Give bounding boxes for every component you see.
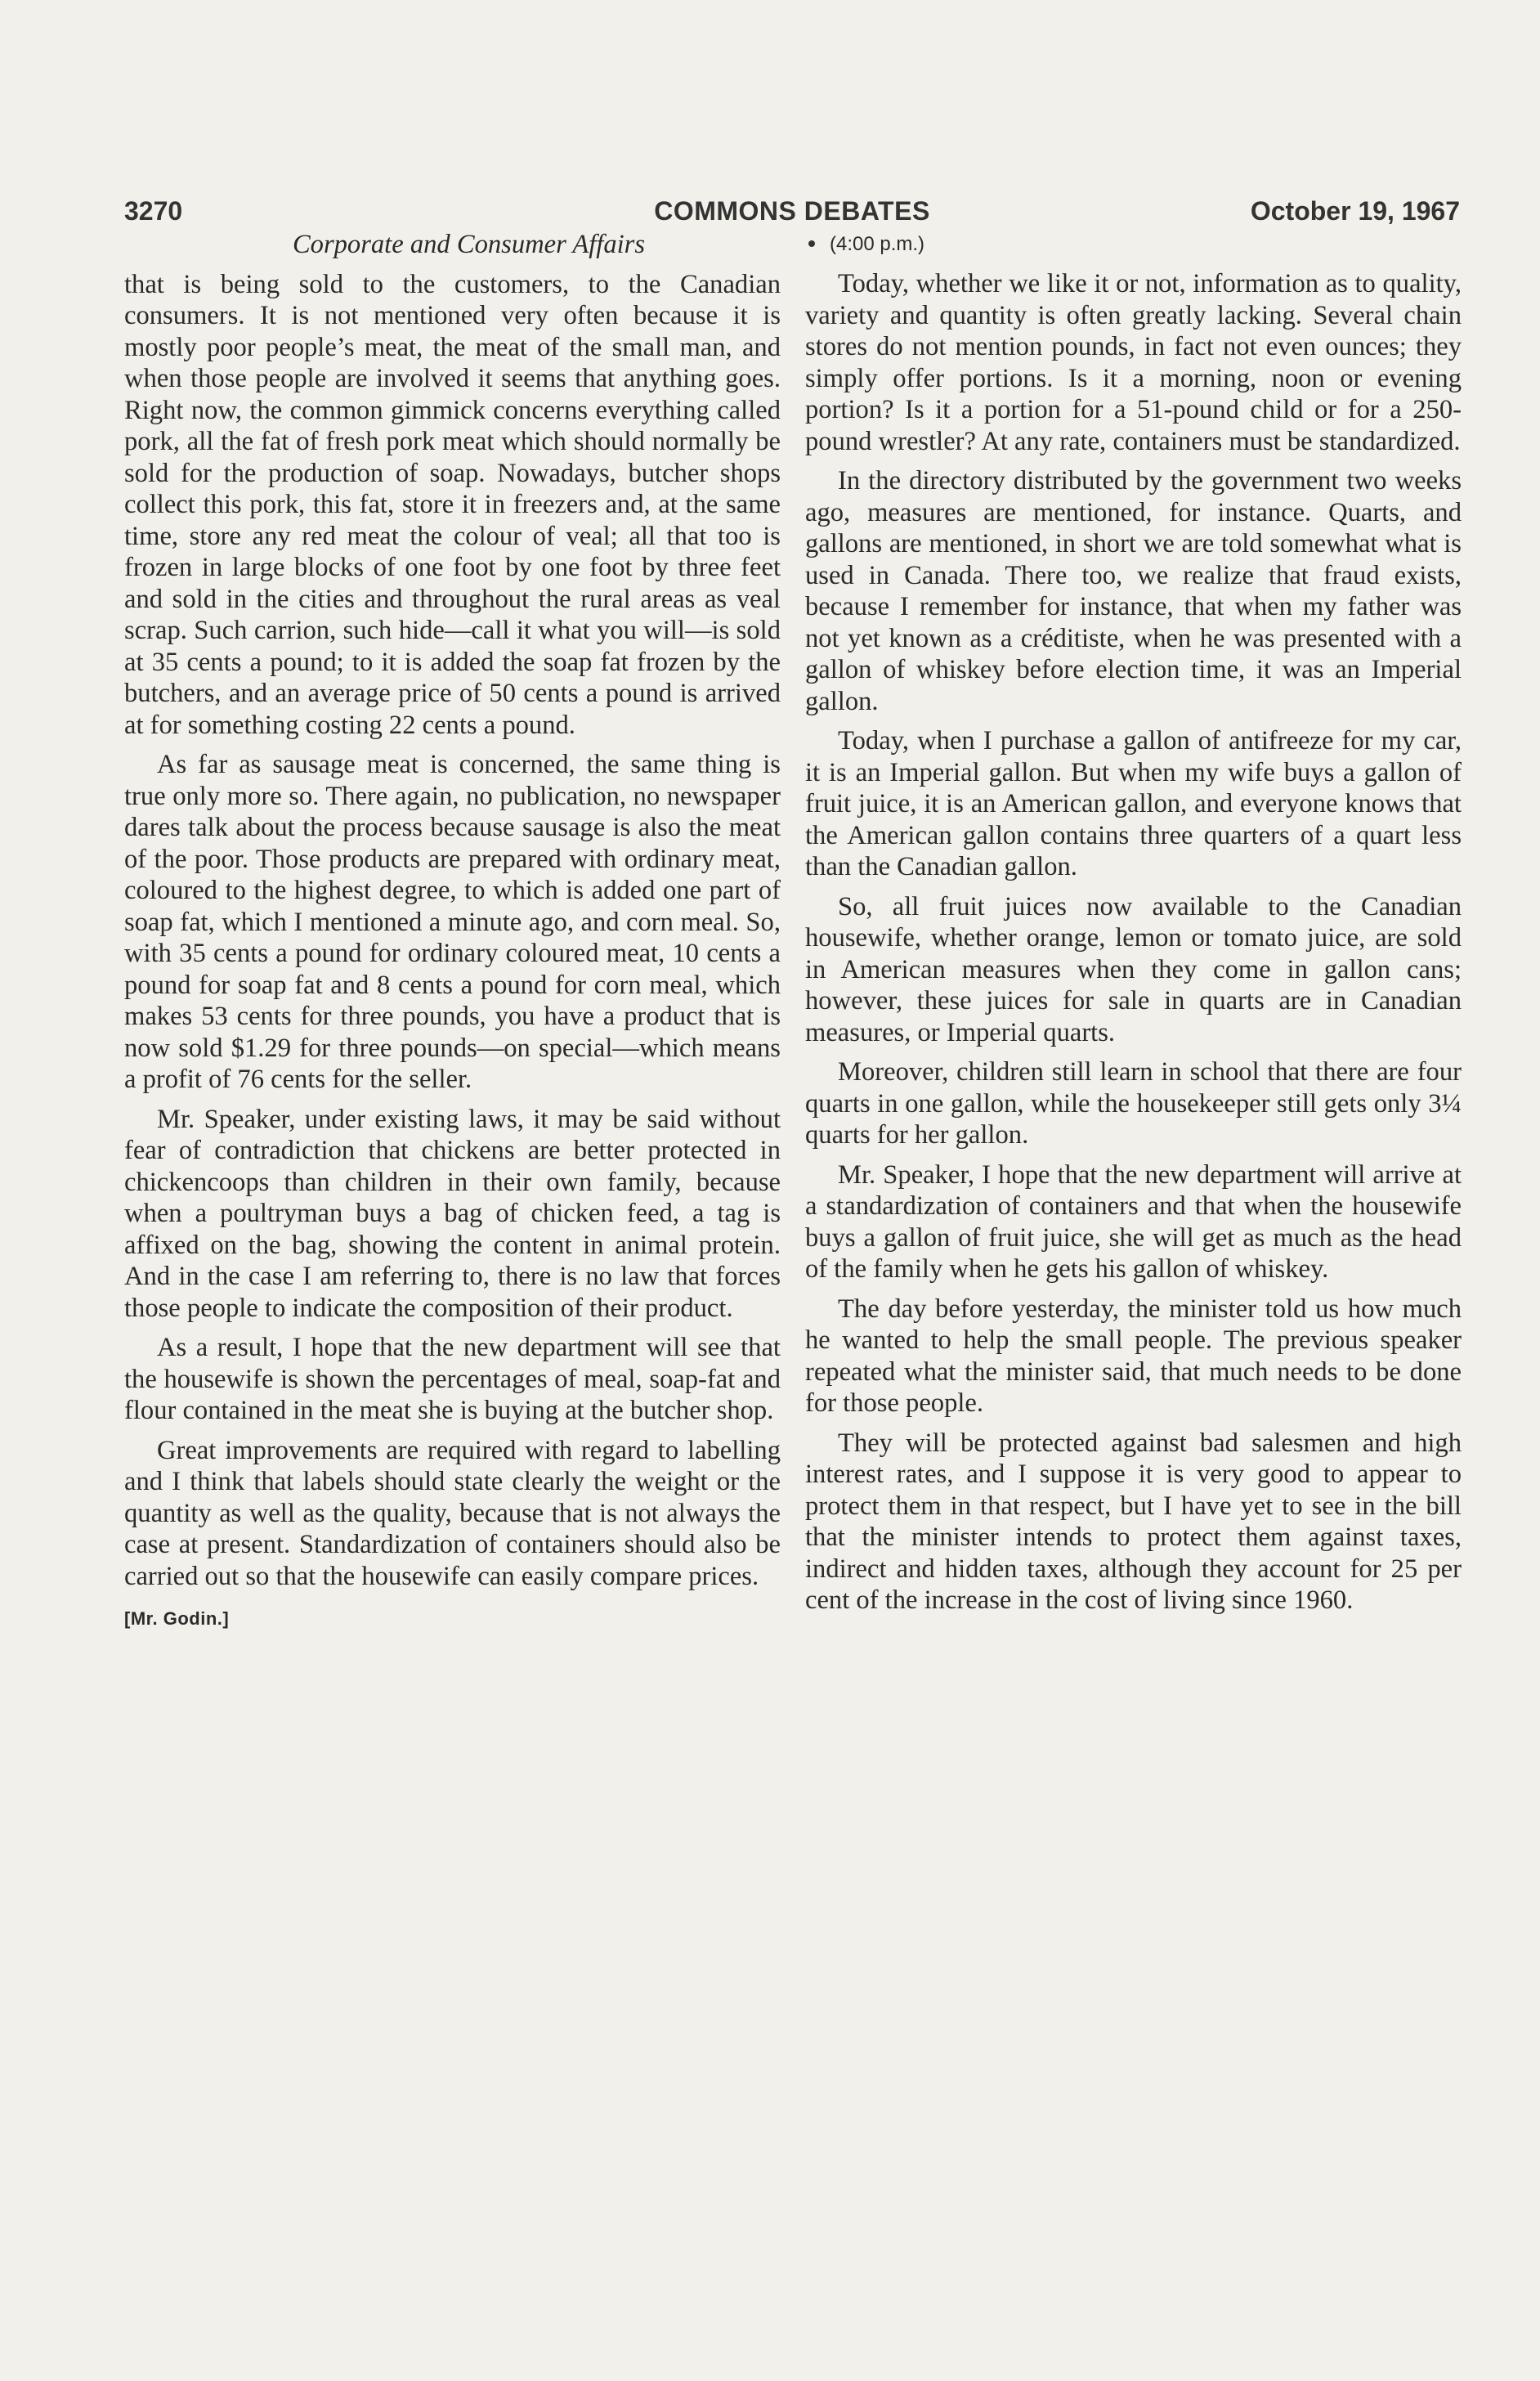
left-column [124,229,781,1635]
time-marker [805,229,1462,260]
section-title: Corporate and Consumer Affairs [292,230,646,259]
paragraph: Mr. Speaker, I hope that the new department will arrive at a standardization of containers and that when the housewife buys a gallon of fruit juice, she will get as much as the head of the family when he gets his gallon of whiskey. [805,1159,1462,1284]
paragraph: Mr. Speaker, under existing laws, it may be said without fear of contradiction that chickens are better protected in chickencoops than children in their own family, because when a poultryman buys a bag of chicken feed, a tag is affixed on the bag, showing the content in animal protein. And in the case I am referring to, there is no law that forces those people to indicate the composition of their product. [124,1104,781,1323]
paragraph: They will be protected against bad salesmen and high interest rates, and I suppose it is very good to appear to protect them in that respect, but I have yet to see in the bill that the minister intends to protect them against taxes, indirect and hidden taxes, although they account for 25 per cent of the increase in the cost of living since 1960. [805,1428,1462,1615]
page-number: 3270 [124,196,183,226]
paragraph: Great improvements are required with regard to labelling and I think that labels should state clearly the weight or the quantity as well as the quality, because that is not always the case at present. Standardization of containers should also be carried out so that the housewife can easily compare prices. [124,1435,781,1591]
page-header [124,196,1460,232]
paragraph: As a result, I hope that the new department will see that the housewife is shown the percentages of meal, soap-fat and flour contained in the meat she is buying at the butcher shop. [124,1333,781,1425]
paragraph: So, all fruit juices now available to the Canadian housewife, whether orange, lemon or tomato juice, are sold in American measures when they come in gallon cans; however, these juices for sale in quarts are in Canadian measures, or Imperial quarts. [805,891,1462,1047]
paragraph: Today, whether we like it or not, information as to quality, variety and quantity is often greatly lacking. Several chain stores do not mention pounds, in fact not even ounces; they simply offer portions. Is it a morning, noon or evening portion? Is it a portion for a 51-pound child or for a 250-pound wrestler? At any rate, containers must be standardized. [805,269,1462,456]
paragraph: Moreover, children still learn in school that there are four quarts in one gallon, while the housekeeper still gets only 3¼ quarts for her gallon. [805,1057,1462,1150]
speaker-attribution: [Mr. Godin.] [124,1608,230,1629]
publication-title: COMMONS DEBATES [654,196,930,226]
bullet-icon [808,240,815,247]
right-column [805,229,1462,1625]
paragraph: Today, when I purchase a gallon of antifreeze for my car, it is an Imperial gallon. But when my wife buys a gallon of fruit juice, it is an American gallon, and everyone knows that the American gallon contains three quarters of a quart less than the Canadian gallon. [805,726,1462,881]
issue-date: October 19, 1967 [1250,196,1460,226]
time-marker-text: (4:00 p.m.) [830,233,925,255]
paragraph: In the directory distributed by the government two weeks ago, measures are mentioned, for instance. Quarts, and gallons are mentioned, in short we are told somewhat what is used in Canada. There too, we realize that fraud exists, because I remember for instance, that when my father was not yet known as a créditiste, when he was presented with a gallon of whiskey before election time, it was an Imperial gallon. [805,466,1462,716]
paragraph: As far as sausage meat is concerned, the same thing is true only more so. There again, no publication, no newspaper dares talk about the process because sausage is also the meat of the poor. Those products are prepared with ordinary meat, coloured to the highest degree, to which is added one part of soap fat, which I mentioned a minute ago, and corn meal. So, with 35 cents a pound for ordinary coloured meat, 10 cents a pound for soap fat and 8 cents a pound for corn meal, which makes 53 cents for three pounds, you have a product that is now sold $1.29 for three pounds—on special—which means a profit of 76 cents for the seller. [124,750,781,1094]
paragraph: The day before yesterday, the minister told us how much he wanted to help the small people. The previous speaker repeated what the minister said, that much needs to be done for those people. [805,1294,1462,1418]
paragraph: that is being sold to the customers, to the Canadian consumers. It is not mentioned very often because it is mostly poor people’s meat, the meat of the small man, and when those people are involved it seems that anything goes. Right now, the common gimmick concerns everything called pork, all the fat of fresh pork meat which should normally be sold for the production of soap. Nowadays, butcher shops collect this pork, this fat, store it in freezers and, at the same time, store any red meat the colour of veal; all that too is frozen in large blocks of one foot by one foot by three feet and sold in the cities and throughout the rural areas as veal scrap. Such carrion, such hide—call it what you will—is sold at 35 cents a pound; to it is added the soap fat frozen by the butchers, and an average price of 50 cents a pound is arrived at for something costing 22 cents a pound. [124,269,781,740]
